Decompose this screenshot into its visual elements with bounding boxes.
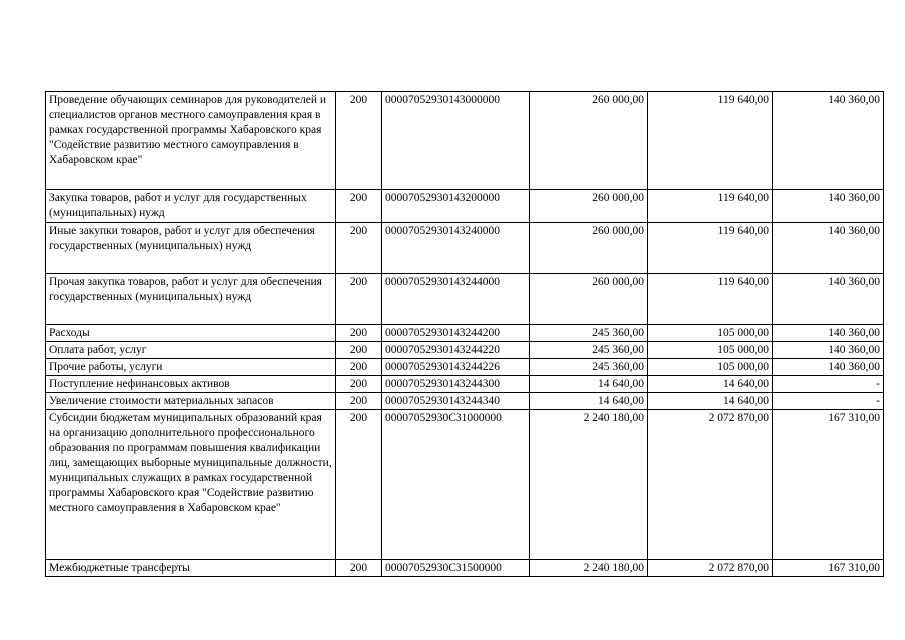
row-kbk-cell: 00007052930143244220 [382,342,530,359]
row-name-cell: Проведение обучающих семинаров для руководителей и специалистов органов местного самоуправления края в рамках государственной программы Хабаровского края "Содействие развитию местного самоуправления в Хабаровском крае" [46,92,336,190]
budget-table [45,91,884,577]
row-name-cell: Прочие работы, услуги [46,359,336,376]
row-kbk-cell: 00007052930C31500000 [382,560,530,577]
table-row [46,274,884,325]
row-approved-cell: 260 000,00 [530,92,648,190]
row-name-cell: Оплата работ, услуг [46,342,336,359]
row-code-cell: 200 [336,223,382,274]
row-approved-cell: 245 360,00 [530,359,648,376]
row-unexecuted-cell: 140 360,00 [773,190,884,223]
row-unexecuted-cell: 140 360,00 [773,223,884,274]
row-executed-cell: 119 640,00 [648,190,773,223]
row-approved-cell: 14 640,00 [530,376,648,393]
row-code-cell: 200 [336,92,382,190]
row-unexecuted-cell: 140 360,00 [773,342,884,359]
row-unexecuted-cell: 140 360,00 [773,325,884,342]
table-row [46,92,884,190]
row-name-cell: Поступление нефинансовых активов [46,376,336,393]
table-row [46,376,884,393]
table-row [46,342,884,359]
row-kbk-cell: 00007052930143244226 [382,359,530,376]
row-kbk-cell: 00007052930143244300 [382,376,530,393]
row-approved-cell: 260 000,00 [530,223,648,274]
row-code-cell: 200 [336,410,382,560]
row-approved-cell: 245 360,00 [530,342,648,359]
table-row [46,560,884,577]
row-name-cell: Закупка товаров, работ и услуг для государственных (муниципальных) нужд [46,190,336,223]
row-approved-cell: 2 240 180,00 [530,410,648,560]
row-name-cell: Расходы [46,325,336,342]
table-row [46,393,884,410]
row-code-cell: 200 [336,376,382,393]
row-code-cell: 200 [336,560,382,577]
row-executed-cell: 105 000,00 [648,342,773,359]
row-code-cell: 200 [336,190,382,223]
row-executed-cell: 2 072 870,00 [648,410,773,560]
row-executed-cell: 119 640,00 [648,274,773,325]
row-kbk-cell: 00007052930C31000000 [382,410,530,560]
row-unexecuted-cell: - [773,393,884,410]
row-executed-cell: 119 640,00 [648,223,773,274]
table-row [46,410,884,560]
row-approved-cell: 260 000,00 [530,190,648,223]
row-code-cell: 200 [336,359,382,376]
row-kbk-cell: 00007052930143200000 [382,190,530,223]
row-unexecuted-cell: 167 310,00 [773,560,884,577]
row-name-cell: Межбюджетные трансферты [46,560,336,577]
row-unexecuted-cell: 167 310,00 [773,410,884,560]
row-unexecuted-cell: 140 360,00 [773,359,884,376]
row-approved-cell: 245 360,00 [530,325,648,342]
row-code-cell: 200 [336,274,382,325]
row-executed-cell: 105 000,00 [648,359,773,376]
row-approved-cell: 2 240 180,00 [530,560,648,577]
row-code-cell: 200 [336,393,382,410]
row-code-cell: 200 [336,325,382,342]
table-row [46,190,884,223]
budget-table-body [46,92,884,577]
row-unexecuted-cell: 140 360,00 [773,92,884,190]
row-executed-cell: 14 640,00 [648,393,773,410]
table-row [46,359,884,376]
row-kbk-cell: 00007052930143000000 [382,92,530,190]
row-name-cell: Прочая закупка товаров, работ и услуг для обеспечения государственных (муниципальных) нужд [46,274,336,325]
row-approved-cell: 14 640,00 [530,393,648,410]
row-unexecuted-cell: 140 360,00 [773,274,884,325]
row-executed-cell: 2 072 870,00 [648,560,773,577]
row-name-cell: Иные закупки товаров, работ и услуг для обеспечения государственных (муниципальных) нужд [46,223,336,274]
row-executed-cell: 105 000,00 [648,325,773,342]
row-kbk-cell: 00007052930143240000 [382,223,530,274]
row-unexecuted-cell: - [773,376,884,393]
row-executed-cell: 119 640,00 [648,92,773,190]
row-code-cell: 200 [336,342,382,359]
row-approved-cell: 260 000,00 [530,274,648,325]
row-executed-cell: 14 640,00 [648,376,773,393]
row-kbk-cell: 00007052930143244000 [382,274,530,325]
table-row [46,223,884,274]
row-kbk-cell: 00007052930143244340 [382,393,530,410]
row-kbk-cell: 00007052930143244200 [382,325,530,342]
row-name-cell: Субсидии бюджетам муниципальных образований края на организацию дополнительного профессионального образования по программам повышения квалификации лиц, замещающих выборные муниципальные должности, муниципальных служащих в рамках государственной программы Хабаровского края "Содействие развитию местного самоуправления в Хабаровском крае" [46,410,336,560]
row-name-cell: Увеличение стоимости материальных запасов [46,393,336,410]
table-row [46,325,884,342]
